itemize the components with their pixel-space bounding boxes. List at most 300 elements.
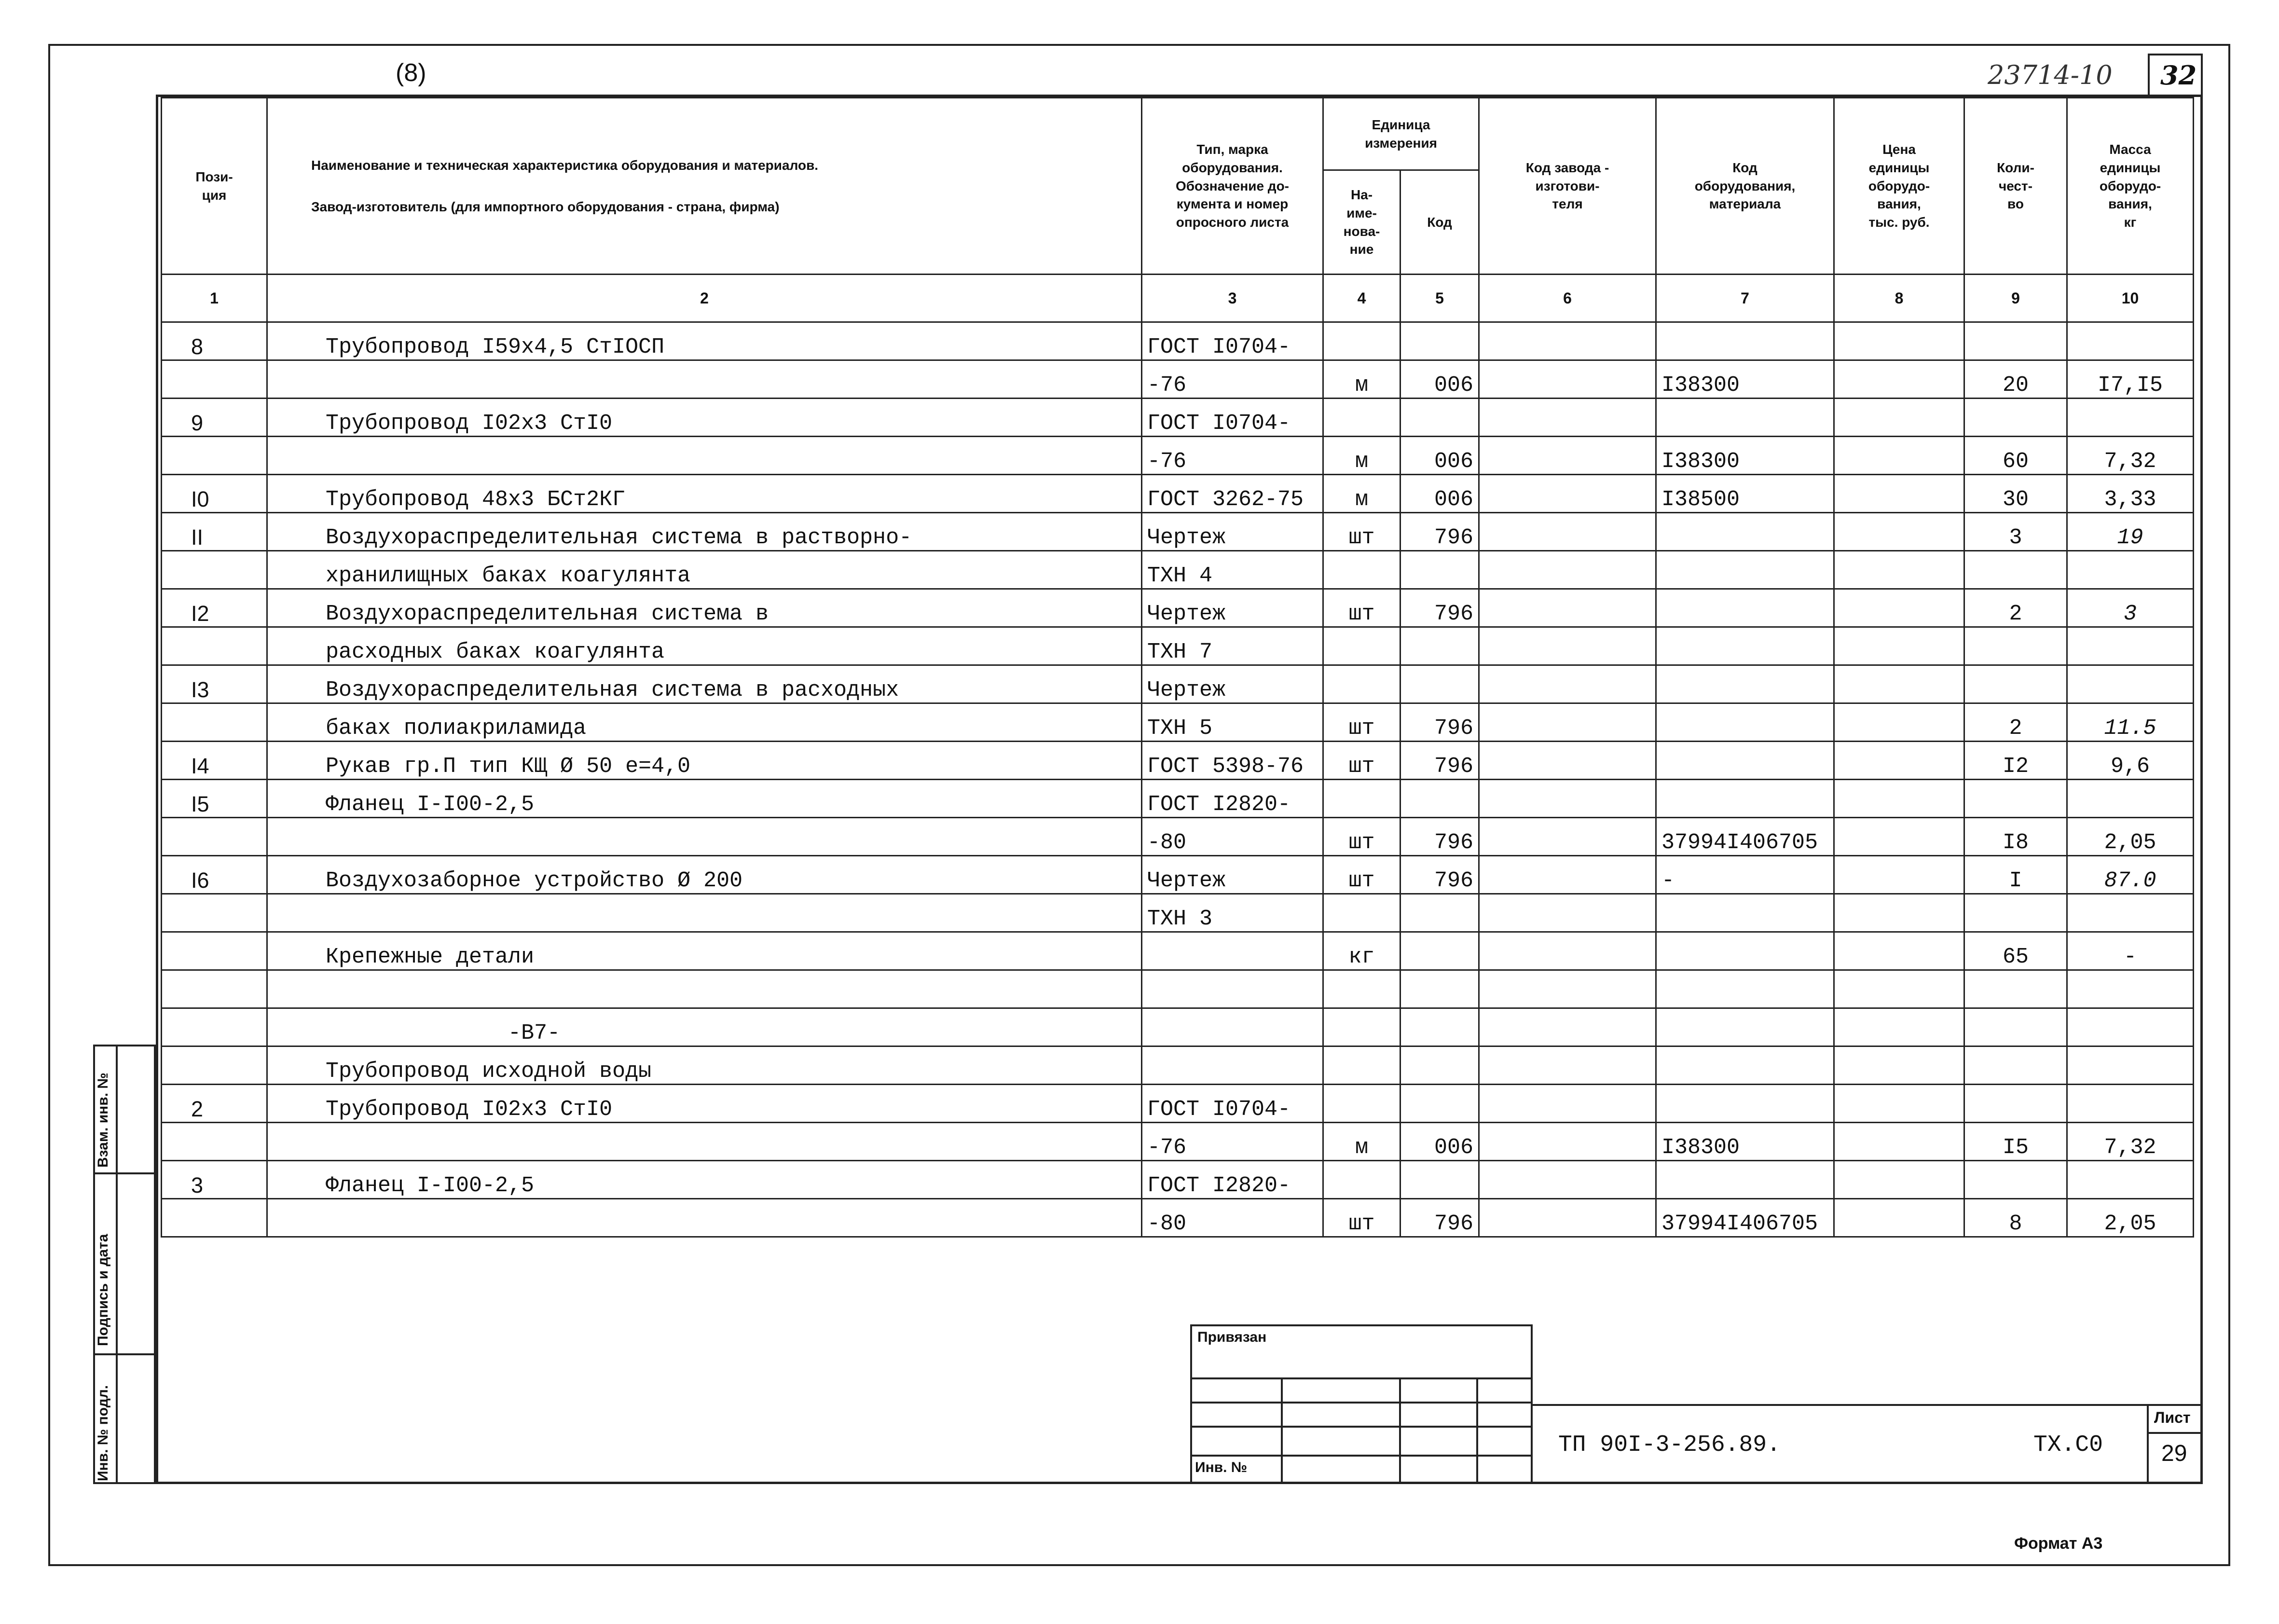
table-row — [162, 894, 2194, 932]
cell-unit-code — [1400, 894, 1479, 932]
header-unit-code: Код — [1400, 170, 1479, 275]
cell-position: I2 — [162, 589, 267, 627]
cell-quantity — [1964, 665, 2067, 703]
cell-quantity — [1964, 970, 2067, 1008]
cell-price — [1834, 399, 1964, 437]
cell-quantity: I8 — [1964, 818, 2067, 856]
table-row — [162, 399, 2194, 437]
cell-type: ТХН 4 — [1142, 551, 1323, 589]
cell-quantity: 8 — [1964, 1199, 2067, 1237]
cell-mass — [2067, 1161, 2194, 1199]
cell-name: -B7- — [267, 1008, 1142, 1046]
cell-mass — [2067, 970, 2194, 1008]
cell-unit-code: 006 — [1400, 360, 1479, 399]
cell-maker-code — [1479, 1199, 1656, 1237]
cell-maker-code — [1479, 665, 1656, 703]
cell-mass: 3,33 — [2067, 475, 2194, 513]
cell-type — [1142, 932, 1323, 970]
cell-equipment-code — [1656, 551, 1834, 589]
cell-name: Воздухораспределительная система в — [267, 589, 1142, 627]
cell-unit-code: 006 — [1400, 437, 1479, 475]
section-number: (8) — [396, 59, 426, 87]
cell-equipment-code — [1656, 894, 1834, 932]
cell-position: 8 — [162, 322, 267, 360]
cell-position — [162, 932, 267, 970]
column-numbers-row — [162, 275, 2194, 322]
cell-maker-code — [1479, 360, 1656, 399]
cell-quantity: 60 — [1964, 437, 2067, 475]
cell-unit-name — [1323, 322, 1400, 360]
cell-unit-name — [1323, 399, 1400, 437]
cell-mass: - — [2067, 932, 2194, 970]
cell-type: Чертеж — [1142, 856, 1323, 894]
column-number: 3 — [1142, 275, 1323, 322]
cell-mass — [2067, 627, 2194, 665]
header-position: Пози- ция — [162, 98, 267, 275]
cell-mass — [2067, 1085, 2194, 1123]
cell-maker-code — [1479, 1123, 1656, 1161]
table-row — [162, 360, 2194, 399]
cell-equipment-code — [1656, 703, 1834, 742]
cell-name: расходных баках коагулянта — [267, 627, 1142, 665]
cell-price — [1834, 1123, 1964, 1161]
cell-name: баках полиакриламида — [267, 703, 1142, 742]
cell-name: Трубопровод исходной воды — [267, 1046, 1142, 1085]
cell-unit-code: 796 — [1400, 703, 1479, 742]
cell-position — [162, 894, 267, 932]
table-row — [162, 665, 2194, 703]
table-row — [162, 322, 2194, 360]
binding-stamp-line — [1190, 1377, 1533, 1379]
cell-unit-name: м — [1323, 1123, 1400, 1161]
cell-type: ГОСТ I2820- — [1142, 1161, 1323, 1199]
cell-position — [162, 1046, 267, 1085]
table-row — [162, 627, 2194, 665]
cell-unit-code: 796 — [1400, 856, 1479, 894]
column-number: 1 — [162, 275, 267, 322]
table-row — [162, 970, 2194, 1008]
column-number: 8 — [1834, 275, 1964, 322]
cell-maker-code — [1479, 856, 1656, 894]
cell-equipment-code: I38300 — [1656, 1123, 1834, 1161]
column-number: 7 — [1656, 275, 1834, 322]
cell-equipment-code — [1656, 1008, 1834, 1046]
cell-quantity — [1964, 399, 2067, 437]
table-row — [162, 437, 2194, 475]
cell-price — [1834, 1161, 1964, 1199]
cell-quantity: 30 — [1964, 475, 2067, 513]
cell-unit-code — [1400, 780, 1479, 818]
cell-position — [162, 551, 267, 589]
cell-maker-code — [1479, 742, 1656, 780]
column-number: 10 — [2067, 275, 2194, 322]
header-mass: Масса единицы оборудо- вания, кг — [2067, 98, 2194, 275]
cell-quantity — [1964, 627, 2067, 665]
cell-equipment-code — [1656, 1161, 1834, 1199]
cell-position: I0 — [162, 475, 267, 513]
table-row — [162, 818, 2194, 856]
side-label-signature: Подпись и дата — [95, 1234, 111, 1346]
cell-maker-code — [1479, 932, 1656, 970]
cell-type: Чертеж — [1142, 513, 1323, 551]
table-row — [162, 742, 2194, 780]
cell-type: ГОСТ I0704- — [1142, 322, 1323, 360]
cell-type: ГОСТ I2820- — [1142, 780, 1323, 818]
header-unit: Единица измерения — [1323, 98, 1479, 170]
sheet-number: 29 — [2161, 1441, 2187, 1466]
cell-mass: I7,I5 — [2067, 360, 2194, 399]
cell-position — [162, 1123, 267, 1161]
cell-maker-code — [1479, 780, 1656, 818]
cell-price — [1834, 513, 1964, 551]
cell-unit-code: 796 — [1400, 742, 1479, 780]
title-block-line — [1533, 1404, 2203, 1406]
cell-position: 9 — [162, 399, 267, 437]
cell-equipment-code — [1656, 322, 1834, 360]
cell-mass — [2067, 780, 2194, 818]
table-row — [162, 1046, 2194, 1085]
cell-quantity: 2 — [1964, 703, 2067, 742]
cell-name: Воздухозаборное устройство Ø 200 — [267, 856, 1142, 894]
header-unit-name: На- име- нова- ние — [1323, 170, 1400, 275]
cell-name: Трубопровод I59x4,5 СтIОСП — [267, 322, 1142, 360]
cell-name — [267, 360, 1142, 399]
cell-price — [1834, 856, 1964, 894]
side-label-replacement: Взам. инв. № — [95, 1073, 111, 1168]
cell-mass — [2067, 1046, 2194, 1085]
cell-quantity: I2 — [1964, 742, 2067, 780]
cell-position — [162, 627, 267, 665]
cell-position — [162, 360, 267, 399]
sheet-label: Лист — [2154, 1409, 2191, 1426]
table-row — [162, 1008, 2194, 1046]
cell-position — [162, 437, 267, 475]
cell-quantity — [1964, 1008, 2067, 1046]
column-number: 2 — [267, 275, 1142, 322]
cell-unit-name — [1323, 627, 1400, 665]
table-row — [162, 932, 2194, 970]
cell-unit-code — [1400, 399, 1479, 437]
cell-price — [1834, 780, 1964, 818]
table-row — [162, 1199, 2194, 1237]
cell-equipment-code — [1656, 513, 1834, 551]
cell-maker-code — [1479, 894, 1656, 932]
cell-unit-code — [1400, 322, 1479, 360]
specification-table — [161, 97, 2194, 1238]
cell-unit-name: шт — [1323, 1199, 1400, 1237]
cell-price — [1834, 818, 1964, 856]
cell-equipment-code — [1656, 399, 1834, 437]
cell-price — [1834, 1199, 1964, 1237]
cell-position: I4 — [162, 742, 267, 780]
cell-mass — [2067, 665, 2194, 703]
table-row — [162, 703, 2194, 742]
cell-position — [162, 970, 267, 1008]
cell-type: -76 — [1142, 1123, 1323, 1161]
cell-quantity — [1964, 322, 2067, 360]
cell-maker-code — [1479, 1008, 1656, 1046]
cell-maker-code — [1479, 1046, 1656, 1085]
cell-unit-code: 796 — [1400, 513, 1479, 551]
cell-type — [1142, 1008, 1323, 1046]
cell-name: Рукав гр.П тип КЩ Ø 50 е=4,0 — [267, 742, 1142, 780]
cell-equipment-code — [1656, 1046, 1834, 1085]
table-row — [162, 1123, 2194, 1161]
column-number: 4 — [1323, 275, 1400, 322]
sheet-box-divider — [2147, 1432, 2203, 1434]
cell-equipment-code — [1656, 780, 1834, 818]
cell-maker-code — [1479, 627, 1656, 665]
cell-position — [162, 703, 267, 742]
cell-unit-name: кг — [1323, 932, 1400, 970]
cell-type: Чертеж — [1142, 665, 1323, 703]
cell-quantity — [1964, 1161, 2067, 1199]
cell-maker-code — [1479, 1085, 1656, 1123]
cell-type: ТХН 3 — [1142, 894, 1323, 932]
cell-type: ГОСТ I0704- — [1142, 1085, 1323, 1123]
cell-price — [1834, 437, 1964, 475]
cell-name — [267, 437, 1142, 475]
cell-maker-code — [1479, 703, 1656, 742]
cell-price — [1834, 665, 1964, 703]
cell-price — [1834, 1008, 1964, 1046]
table-row — [162, 1085, 2194, 1123]
side-divider — [93, 1353, 156, 1355]
cell-equipment-code: I38300 — [1656, 437, 1834, 475]
table-row — [162, 1161, 2194, 1199]
cell-equipment-code — [1656, 589, 1834, 627]
cell-price — [1834, 932, 1964, 970]
cell-mass: 87.0 — [2067, 856, 2194, 894]
cell-name: хранилищных баках коагулянта — [267, 551, 1142, 589]
cell-price — [1834, 742, 1964, 780]
cell-position: I6 — [162, 856, 267, 894]
cell-name: Трубопровод I02x3 СтI0 — [267, 399, 1142, 437]
header-equipment-code: Код оборудования, материала — [1656, 98, 1834, 275]
cell-quantity — [1964, 551, 2067, 589]
binding-stamp-line — [1190, 1426, 1533, 1428]
cell-unit-name: м — [1323, 360, 1400, 399]
cell-type: -80 — [1142, 1199, 1323, 1237]
cell-price — [1834, 970, 1964, 1008]
inventory-label: Инв. № — [1195, 1459, 1248, 1475]
cell-quantity: 65 — [1964, 932, 2067, 970]
cell-price — [1834, 703, 1964, 742]
project-code: ТП 90I-3-256.89. — [1558, 1432, 1781, 1458]
cell-price — [1834, 475, 1964, 513]
cell-equipment-code: 37994I406705 — [1656, 818, 1834, 856]
cell-type: ГОСТ 5398-76 — [1142, 742, 1323, 780]
sheet-box-divider — [2147, 1404, 2149, 1484]
cell-unit-name — [1323, 1161, 1400, 1199]
cell-unit-code: 796 — [1400, 818, 1479, 856]
cell-mass — [2067, 322, 2194, 360]
cell-type: ТХН 7 — [1142, 627, 1323, 665]
cell-maker-code — [1479, 513, 1656, 551]
cell-type: ТХН 5 — [1142, 703, 1323, 742]
cell-mass: 19 — [2067, 513, 2194, 551]
cell-maker-code — [1479, 475, 1656, 513]
binding-stamp-line — [1190, 1402, 1533, 1404]
cell-mass: 7,32 — [2067, 1123, 2194, 1161]
cell-quantity: 20 — [1964, 360, 2067, 399]
cell-position: 3 — [162, 1161, 267, 1199]
table-row — [162, 780, 2194, 818]
binding-stamp-label: Привязан — [1197, 1329, 1267, 1345]
cell-unit-code: 796 — [1400, 1199, 1479, 1237]
cell-position — [162, 818, 267, 856]
cell-unit-code — [1400, 970, 1479, 1008]
cell-maker-code — [1479, 589, 1656, 627]
cell-unit-code — [1400, 627, 1479, 665]
cell-type: -76 — [1142, 437, 1323, 475]
cell-equipment-code: I38300 — [1656, 360, 1834, 399]
cell-unit-code — [1400, 1085, 1479, 1123]
cell-unit-name: шт — [1323, 856, 1400, 894]
table-row — [162, 551, 2194, 589]
cell-type: Чертеж — [1142, 589, 1323, 627]
cell-unit-name — [1323, 551, 1400, 589]
header-name: Наименование и техническая характеристика оборудования и материалов. Завод-изготовитель (для импортного оборудования - страна, фирма) — [267, 98, 1142, 275]
side-divider — [116, 1045, 118, 1484]
cell-maker-code — [1479, 551, 1656, 589]
cell-unit-name: шт — [1323, 818, 1400, 856]
cell-maker-code — [1479, 322, 1656, 360]
cell-position: II — [162, 513, 267, 551]
cell-mass: 2,05 — [2067, 818, 2194, 856]
cell-unit-name: шт — [1323, 703, 1400, 742]
cell-unit-code — [1400, 1008, 1479, 1046]
cell-unit-code: 006 — [1400, 475, 1479, 513]
side-label-inventory: Инв. № подл. — [95, 1385, 111, 1481]
cell-position: I3 — [162, 665, 267, 703]
cell-price — [1834, 1046, 1964, 1085]
cell-mass: 11.5 — [2067, 703, 2194, 742]
cell-unit-name — [1323, 894, 1400, 932]
cell-name: Фланец I-I00-2,5 — [267, 780, 1142, 818]
cell-mass: 7,32 — [2067, 437, 2194, 475]
cell-unit-name — [1323, 665, 1400, 703]
header-maker-code: Код завода - изготови- теля — [1479, 98, 1656, 275]
cell-type: ГОСТ 3262-75 — [1142, 475, 1323, 513]
cell-quantity: I5 — [1964, 1123, 2067, 1161]
column-number: 9 — [1964, 275, 2067, 322]
cell-type: -76 — [1142, 360, 1323, 399]
binding-stamp-line — [1476, 1377, 1478, 1484]
cell-equipment-code — [1656, 742, 1834, 780]
cell-name — [267, 818, 1142, 856]
cell-price — [1834, 627, 1964, 665]
cell-name — [267, 1123, 1142, 1161]
cell-unit-name — [1323, 1008, 1400, 1046]
cell-unit-name: шт — [1323, 589, 1400, 627]
cell-unit-name — [1323, 780, 1400, 818]
cell-unit-name — [1323, 970, 1400, 1008]
header-price: Цена единицы оборудо- вания, тыс. руб. — [1834, 98, 1964, 275]
cell-quantity: 2 — [1964, 589, 2067, 627]
cell-name: Воздухораспределительная система в расходных — [267, 665, 1142, 703]
table-row — [162, 513, 2194, 551]
cell-mass — [2067, 551, 2194, 589]
cell-type — [1142, 970, 1323, 1008]
cell-price — [1834, 894, 1964, 932]
cell-quantity: I — [1964, 856, 2067, 894]
cell-type: ГОСТ I0704- — [1142, 399, 1323, 437]
binding-stamp-line — [1190, 1455, 1533, 1457]
side-divider — [93, 1172, 156, 1174]
cell-mass — [2067, 1008, 2194, 1046]
column-number: 5 — [1400, 275, 1479, 322]
cell-unit-name: м — [1323, 475, 1400, 513]
cell-equipment-code: I38500 — [1656, 475, 1834, 513]
cell-equipment-code — [1656, 970, 1834, 1008]
cell-position: 2 — [162, 1085, 267, 1123]
table-row — [162, 475, 2194, 513]
cell-price — [1834, 1085, 1964, 1123]
cell-mass — [2067, 399, 2194, 437]
cell-equipment-code: - — [1656, 856, 1834, 894]
cell-quantity: 3 — [1964, 513, 2067, 551]
binding-stamp-line — [1399, 1377, 1401, 1484]
cell-unit-code: 006 — [1400, 1123, 1479, 1161]
table-row — [162, 589, 2194, 627]
cell-name: Крепежные детали — [267, 932, 1142, 970]
cell-maker-code — [1479, 437, 1656, 475]
cell-unit-code: 796 — [1400, 589, 1479, 627]
cell-price — [1834, 322, 1964, 360]
cell-equipment-code — [1656, 932, 1834, 970]
header-type: Тип, марка оборудования. Обозначение до- кумента и номер опросного листа — [1142, 98, 1323, 275]
page-number: 32 — [2160, 60, 2197, 91]
cell-mass: 2,05 — [2067, 1199, 2194, 1237]
cell-maker-code — [1479, 970, 1656, 1008]
cell-price — [1834, 589, 1964, 627]
cell-name: Трубопровод I02x3 СтI0 — [267, 1085, 1142, 1123]
cell-unit-code — [1400, 1046, 1479, 1085]
cell-maker-code — [1479, 399, 1656, 437]
cell-position: I5 — [162, 780, 267, 818]
cell-quantity — [1964, 1085, 2067, 1123]
cell-name — [267, 894, 1142, 932]
cell-maker-code — [1479, 1161, 1656, 1199]
cell-unit-name — [1323, 1085, 1400, 1123]
cell-equipment-code: 37994I406705 — [1656, 1199, 1834, 1237]
column-number: 6 — [1479, 275, 1656, 322]
cell-quantity — [1964, 894, 2067, 932]
cell-mass: 9,6 — [2067, 742, 2194, 780]
cell-unit-code — [1400, 665, 1479, 703]
cell-quantity — [1964, 780, 2067, 818]
cell-maker-code — [1479, 818, 1656, 856]
cell-unit-code — [1400, 932, 1479, 970]
cell-unit-name: шт — [1323, 742, 1400, 780]
cell-name: Трубопровод 48x3 БСт2КГ — [267, 475, 1142, 513]
cell-unit-code — [1400, 1161, 1479, 1199]
binding-stamp-line — [1281, 1377, 1283, 1484]
document-number: 23714-10 — [1988, 60, 2113, 90]
cell-equipment-code — [1656, 627, 1834, 665]
cell-unit-name: шт — [1323, 513, 1400, 551]
format-label: Формат А3 — [2014, 1534, 2103, 1553]
section-code: ТХ.С0 — [2033, 1432, 2103, 1458]
cell-mass: 3 — [2067, 589, 2194, 627]
cell-unit-name — [1323, 1046, 1400, 1085]
cell-name — [267, 970, 1142, 1008]
cell-position — [162, 1008, 267, 1046]
cell-unit-code — [1400, 551, 1479, 589]
cell-unit-name: м — [1323, 437, 1400, 475]
cell-price — [1834, 551, 1964, 589]
